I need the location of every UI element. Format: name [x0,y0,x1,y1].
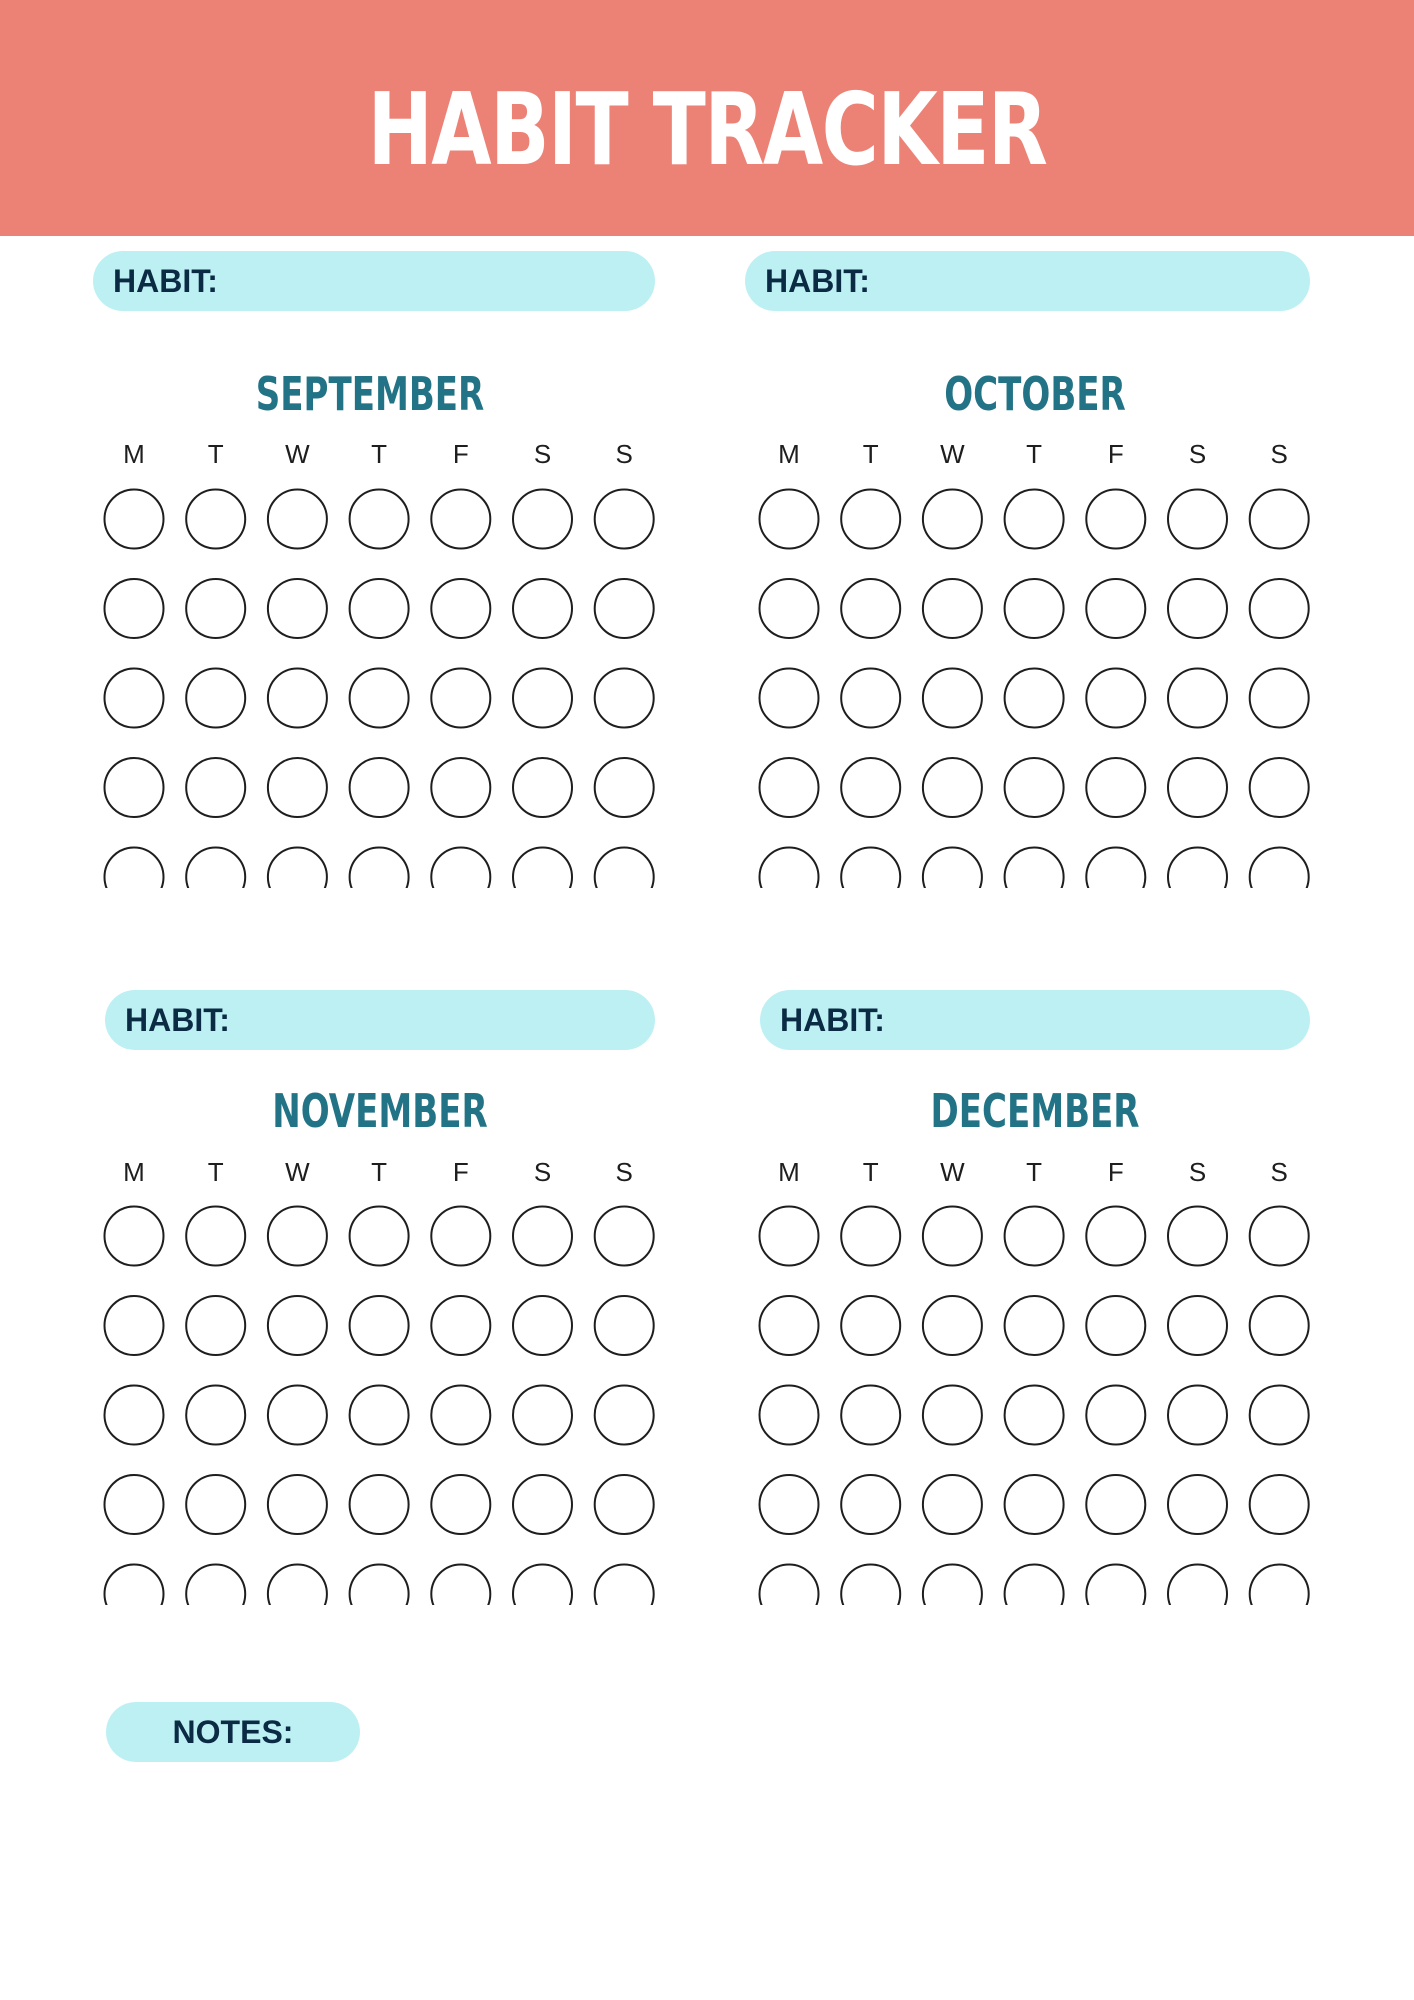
day-circle-september[interactable] [186,848,245,889]
day-circle-november[interactable] [186,1207,245,1266]
day-circle-october[interactable] [760,669,819,728]
day-circle-november[interactable] [431,1475,490,1534]
day-circle-october[interactable] [760,758,819,817]
weekday-row-october [725,436,1325,472]
day-circle-september[interactable] [268,669,327,728]
day-circle-november[interactable] [186,1475,245,1534]
day-circle-november[interactable] [105,1565,164,1606]
weekday-label-november-4: F [452,1157,469,1187]
day-circle-november[interactable] [186,1296,245,1355]
day-circle-october[interactable] [841,758,900,817]
day-circle-october[interactable] [1005,758,1064,817]
day-circle-november[interactable] [186,1565,245,1606]
day-circle-november[interactable] [105,1475,164,1534]
day-circle-december[interactable] [923,1386,982,1445]
weekday-label-october-6: S [1270,439,1288,469]
weekday-label-november-3: T [371,1157,388,1187]
day-circle-september[interactable] [268,758,327,817]
habit-field-december[interactable]: HABIT: [760,990,1310,1050]
habit-field-october[interactable]: HABIT: [745,251,1310,311]
day-circle-october[interactable] [1168,669,1227,728]
day-circle-october[interactable] [1005,669,1064,728]
day-circle-november[interactable] [350,1475,409,1534]
weekday-label-november-6: S [615,1157,633,1187]
weekday-label-september-0: M [123,439,145,469]
day-circle-december[interactable] [760,1565,819,1606]
habit-field-november[interactable]: HABIT: [105,990,655,1050]
day-circle-december[interactable] [1250,1386,1309,1445]
weekday-label-december-6: S [1270,1157,1288,1187]
day-circle-september[interactable] [268,490,327,549]
weekday-label-december-4: F [1107,1157,1124,1187]
weekday-label-september-6: S [615,439,633,469]
day-circle-september[interactable] [105,848,164,889]
day-circle-december[interactable] [1250,1296,1309,1355]
day-circle-november[interactable] [595,1386,654,1445]
day-circle-december[interactable] [1086,1565,1145,1606]
day-circle-november[interactable] [431,1565,490,1606]
weekday-label-december-1: T [862,1157,879,1187]
day-circle-november[interactable] [431,1296,490,1355]
day-circle-november[interactable] [268,1475,327,1534]
day-circle-december[interactable] [1250,1207,1309,1266]
day-circle-december[interactable] [1005,1296,1064,1355]
day-circle-september[interactable] [350,848,409,889]
day-circle-september[interactable] [350,490,409,549]
day-circle-october[interactable] [760,490,819,549]
day-circle-september[interactable] [186,758,245,817]
day-circle-november[interactable] [513,1207,572,1266]
day-circle-november[interactable] [268,1207,327,1266]
weekday-label-november-0: M [123,1157,145,1187]
day-circle-december[interactable] [1168,1386,1227,1445]
day-circle-october[interactable] [1086,490,1145,549]
day-circle-november[interactable] [268,1565,327,1606]
day-circle-october[interactable] [1005,848,1064,889]
day-circle-october[interactable] [841,579,900,638]
day-circle-december[interactable] [1086,1475,1145,1534]
day-circle-september[interactable] [268,848,327,889]
day-circle-october[interactable] [1168,579,1227,638]
day-circle-december[interactable] [923,1207,982,1266]
month-title-september: SEPTEMBER [255,367,485,421]
day-circle-september[interactable] [513,579,572,638]
day-circle-september[interactable] [513,490,572,549]
day-circle-november[interactable] [513,1565,572,1606]
day-circle-november[interactable] [431,1207,490,1266]
day-circle-october[interactable] [1168,758,1227,817]
page-title: HABIT TRACKER [367,71,1047,188]
day-circle-november[interactable] [350,1207,409,1266]
day-circle-december[interactable] [1086,1386,1145,1445]
day-circle-october[interactable] [923,579,982,638]
day-grid-october [725,468,1325,888]
day-circle-november[interactable] [513,1296,572,1355]
day-circle-december[interactable] [1086,1296,1145,1355]
day-circle-october[interactable] [1168,848,1227,889]
day-circle-november[interactable] [595,1565,654,1606]
day-circle-september[interactable] [105,490,164,549]
day-circle-december[interactable] [841,1207,900,1266]
day-circle-september[interactable] [186,579,245,638]
day-grid-november [70,1185,670,1605]
day-circle-october[interactable] [1250,669,1309,728]
weekday-label-september-3: T [371,439,388,469]
day-circle-november[interactable] [431,1386,490,1445]
month-title-october: OCTOBER [944,367,1126,421]
day-circle-december[interactable] [1005,1386,1064,1445]
month-title-december: DECEMBER [930,1084,1140,1138]
day-circle-october[interactable] [760,848,819,889]
day-circle-december[interactable] [1005,1565,1064,1606]
day-circle-september[interactable] [595,579,654,638]
day-circle-december[interactable] [760,1475,819,1534]
day-circle-october[interactable] [923,490,982,549]
day-circle-december[interactable] [923,1296,982,1355]
day-circle-september[interactable] [595,669,654,728]
day-circle-december[interactable] [760,1207,819,1266]
day-circle-september[interactable] [595,490,654,549]
day-circle-december[interactable] [1168,1475,1227,1534]
weekday-label-december-3: T [1026,1157,1043,1187]
day-circle-november[interactable] [105,1207,164,1266]
day-circle-september[interactable] [350,669,409,728]
day-circle-november[interactable] [350,1565,409,1606]
day-circle-october[interactable] [760,579,819,638]
weekday-row-september [70,436,670,472]
weekday-label-november-1: T [207,1157,224,1187]
day-circle-september[interactable] [105,579,164,638]
day-circle-december[interactable] [1168,1207,1227,1266]
day-circle-october[interactable] [923,758,982,817]
day-circle-december[interactable] [841,1386,900,1445]
day-circle-october[interactable] [1250,579,1309,638]
day-circle-december[interactable] [760,1386,819,1445]
day-circle-september[interactable] [431,490,490,549]
month-title-november: NOVEMBER [272,1084,488,1138]
day-circle-october[interactable] [1086,579,1145,638]
weekday-label-november-5: S [533,1157,552,1187]
day-circle-september[interactable] [431,669,490,728]
day-circle-december[interactable] [1086,1207,1145,1266]
day-circle-october[interactable] [1086,848,1145,889]
weekday-label-september-4: F [452,439,469,469]
day-circle-november[interactable] [268,1386,327,1445]
day-circle-december[interactable] [923,1475,982,1534]
day-circle-december[interactable] [1250,1565,1309,1606]
day-circle-october[interactable] [923,669,982,728]
day-circle-october[interactable] [1005,579,1064,638]
weekday-label-december-0: M [778,1157,800,1187]
day-circle-september[interactable] [513,758,572,817]
weekday-label-november-2: W [285,1157,310,1187]
day-circle-december[interactable] [760,1296,819,1355]
day-circle-november[interactable] [105,1386,164,1445]
day-circle-september[interactable] [105,669,164,728]
weekday-label-october-2: W [940,439,965,469]
day-circle-october[interactable] [1168,490,1227,549]
day-circle-october[interactable] [1086,758,1145,817]
weekday-label-october-5: S [1188,439,1207,469]
day-circle-september[interactable] [350,579,409,638]
day-circle-november[interactable] [268,1296,327,1355]
day-circle-december[interactable] [841,1475,900,1534]
day-circle-december[interactable] [1005,1475,1064,1534]
day-circle-november[interactable] [595,1207,654,1266]
day-circle-october[interactable] [1250,490,1309,549]
day-circle-november[interactable] [513,1475,572,1534]
day-circle-november[interactable] [186,1386,245,1445]
day-circle-december[interactable] [1250,1475,1309,1534]
notes-label: NOTES: [106,1702,360,1762]
day-circle-december[interactable] [1005,1207,1064,1266]
weekday-label-december-5: S [1188,1157,1207,1187]
day-circle-september[interactable] [431,848,490,889]
habit-field-september[interactable]: HABIT: [93,251,655,311]
day-circle-october[interactable] [1250,758,1309,817]
weekday-label-october-4: F [1107,439,1124,469]
day-circle-november[interactable] [595,1475,654,1534]
day-circle-september[interactable] [431,579,490,638]
day-circle-september[interactable] [268,579,327,638]
day-circle-november[interactable] [595,1296,654,1355]
day-circle-october[interactable] [841,848,900,889]
day-circle-november[interactable] [350,1386,409,1445]
weekday-label-december-2: W [940,1157,965,1187]
day-circle-september[interactable] [186,669,245,728]
day-circle-september[interactable] [595,758,654,817]
day-circle-september[interactable] [595,848,654,889]
day-circle-october[interactable] [1250,848,1309,889]
weekday-label-september-1: T [207,439,224,469]
weekday-label-september-2: W [285,439,310,469]
day-circle-december[interactable] [923,1565,982,1606]
day-circle-september[interactable] [186,490,245,549]
day-circle-december[interactable] [841,1565,900,1606]
weekday-label-october-0: M [778,439,800,469]
day-circle-october[interactable] [1086,669,1145,728]
day-circle-november[interactable] [105,1296,164,1355]
day-circle-november[interactable] [350,1296,409,1355]
day-circle-december[interactable] [1168,1565,1227,1606]
day-circle-september[interactable] [513,669,572,728]
day-circle-september[interactable] [350,758,409,817]
day-circle-december[interactable] [1168,1296,1227,1355]
day-circle-october[interactable] [923,848,982,889]
day-circle-october[interactable] [841,490,900,549]
day-circle-september[interactable] [513,848,572,889]
day-grid-december [725,1185,1325,1605]
weekday-label-september-5: S [533,439,552,469]
day-grid-september [70,468,670,888]
day-circle-september[interactable] [431,758,490,817]
day-circle-september[interactable] [105,758,164,817]
day-circle-october[interactable] [1005,490,1064,549]
weekday-label-october-3: T [1026,439,1043,469]
day-circle-december[interactable] [841,1296,900,1355]
day-circle-october[interactable] [841,669,900,728]
day-circle-november[interactable] [513,1386,572,1445]
weekday-label-october-1: T [862,439,879,469]
